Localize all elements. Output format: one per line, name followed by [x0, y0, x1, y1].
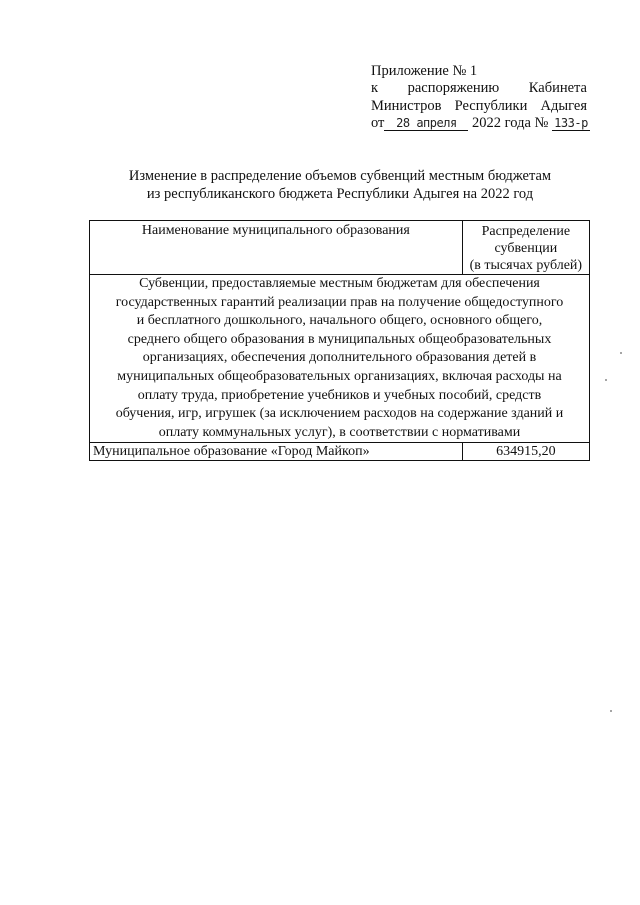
municipality-name: Муниципальное образование «Город Майкоп»	[90, 443, 463, 461]
section-line: и бесплатного дошкольного, начального общего, основного общего,	[136, 313, 543, 329]
table-header-row	[90, 221, 590, 275]
section-line: оплату труда, приобретение учебников и учебных пособий, средств	[137, 387, 542, 403]
section-line: Субвенции, предоставляемые местным бюджетам для обеспечения	[139, 276, 540, 291]
appendix-title: Приложение № 1	[371, 63, 478, 79]
header-word: Министров	[371, 98, 442, 114]
column-header-line: субвенции	[494, 241, 558, 256]
document-title-line-1: Изменение в распределение объемов субвенций местным бюджетам	[128, 168, 552, 184]
column-header-name: Наименование муниципального образования	[90, 221, 463, 275]
section-description	[90, 275, 590, 443]
header-date-line	[371, 115, 587, 131]
column-header-distribution	[462, 221, 589, 275]
header-word: Адыгея	[540, 98, 587, 114]
header-word: распоряжению	[407, 80, 500, 96]
scan-speck	[610, 710, 612, 712]
section-line: муниципальных общеобразовательных организациях, включая расходы на	[117, 368, 562, 384]
header-line-2	[371, 80, 587, 96]
scan-speck	[620, 352, 622, 354]
section-line: обучения, игр, игрушек (за исключением расходов на содержание зданий и	[115, 406, 564, 422]
order-number-handwritten: 133-р	[552, 117, 590, 131]
section-line: государственных гарантий реализации прав на получение общедоступного	[115, 294, 564, 310]
header-word: Кабинета	[528, 80, 587, 96]
header-line-3	[371, 98, 587, 114]
document-title-line-2: из республиканского бюджета Республики Адыгея на 2022 год	[146, 186, 534, 202]
section-line: оплату коммунальных услуг), в соответствии с нормативами	[158, 424, 521, 440]
table-row	[90, 443, 590, 461]
header-word: Республики	[454, 98, 528, 114]
section-row	[90, 275, 590, 443]
subvention-table	[89, 220, 590, 461]
date-handwritten: 28 апреля	[384, 117, 468, 131]
year-text: 2022 года №	[472, 115, 549, 131]
section-line: организациях, обеспечения дополнительного образования детей в	[142, 350, 537, 366]
column-header-line: (в тысячах рублей)	[469, 258, 583, 273]
subvention-amount: 634915,20	[462, 443, 589, 461]
section-line: среднего общего образования в муниципальных общеобразовательных	[127, 331, 552, 347]
column-header-line: Распределение	[481, 224, 571, 239]
from-prefix: от	[371, 115, 385, 131]
scan-speck	[605, 379, 607, 381]
header-word: к	[371, 80, 379, 96]
